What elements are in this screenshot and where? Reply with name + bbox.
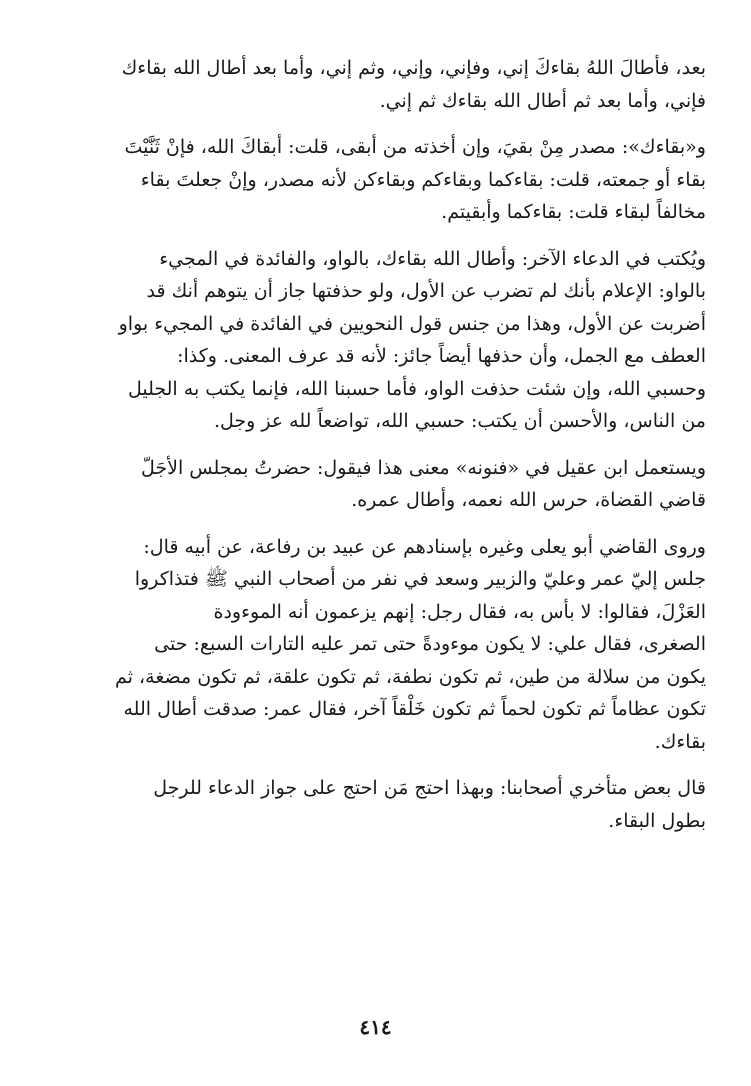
text-line: بقاءك.: [654, 730, 706, 753]
page-body: [60, 52, 706, 851]
paragraph: [60, 772, 706, 837]
text-line: العَزْلَ، فقالوا: لا بأس به، فقال رجل: إنهم يزعمون أنه الموءودة: [213, 600, 706, 623]
text-line: قاضي القضاة، حرس الله نعمه، وأطال عمره.: [351, 489, 706, 511]
text-line: مخالفاً لبقاء قلت: بقاءكما وأبقيتم.: [441, 201, 706, 223]
text-line: جلس إليّ عمر وعليّ والزبير وسعد في نفر من أصحاب النبي ﷺ فتذاكروا: [134, 568, 706, 590]
text-line: ويستعمل ابن عقيل في «فنونه» معنى هذا فيقول: حضرتُ بمجلس الأجَلّ: [141, 456, 706, 479]
text-line: بعد، فأطالَ اللهُ بقاءكَ إني، وفإني، وإني، وثم إني، وأما بعد أطال الله بقاءك: [121, 57, 706, 79]
text-line: العطف مع الجمل، وأن حذفها أيضاً جائز: لأنه قد عرف المعنى. وكذا:: [177, 345, 706, 367]
paragraph: [60, 52, 706, 117]
paragraph: [60, 243, 706, 438]
paragraph: [60, 531, 706, 759]
text-line: فإني، وأما بعد ثم أطال الله بقاءك ثم إني.: [379, 89, 706, 112]
text-line: بقاء أو جمعته، قلت: بقاءكما وبقاءكم وبقاءكن لأنه مصدر، وإنْ جعلتَ بقاء: [140, 168, 706, 191]
text-line: تكون عظاماً ثم تكون لحماً ثم تكون خَلْقاً آخر، فقال عمر: صدقت أطال الله: [123, 698, 706, 720]
text-line: بطول البقاء.: [608, 809, 706, 832]
paragraph: [60, 452, 706, 517]
paragraph: [60, 131, 706, 229]
text-line: ويُكتب في الدعاء الآخر: وأطال الله بقاءك، بالواو، والفائدة في المجيء: [159, 247, 706, 270]
text-line: الصغرى، فقال علي: لا يكون موءودةً حتى تمر عليه التارات السبع: حتى: [154, 633, 706, 655]
text-line: من الناس، والأحسن أن يكتب: حسبي الله، تواضعاً لله عز وجل.: [213, 410, 706, 432]
text-line: و«بقاءك»: مصدر مِنْ بقيَ، وإن أخذته من أبقى، قلت: أبقاكَ الله، فإنْ ثَنَّيْتَ: [124, 136, 706, 158]
text-line: قال بعض متأخري أصحابنا: وبهذا احتج مَن احتج على جواز الدعاء للرجل: [153, 777, 706, 799]
text-line: وحسبي الله، وإن شئت حذفت الواو، فأما حسبنا الله، فإنما يكتب به الجليل: [127, 377, 706, 400]
text-line: يكون من سلالة من طين، ثم تكون نطفة، ثم تكون علقة، ثم تكون مضغة، ثم: [115, 665, 706, 688]
text-line: أضربت عن الأول، وهذا من جنس قول النحويين في الفائدة في المجيء بواو: [118, 312, 706, 335]
text-line: وروى القاضي أبو يعلى وغيره بإسنادهم عن عبيد بن رفاعة، عن أبيه قال:: [143, 535, 706, 558]
text-line: بالواو: الإعلام بأنك لم تضرب عن الأول، ولو حذفتها جاز أن يتوهم أنك قد: [146, 280, 706, 302]
page-number: ٤١٤: [359, 1015, 392, 1039]
